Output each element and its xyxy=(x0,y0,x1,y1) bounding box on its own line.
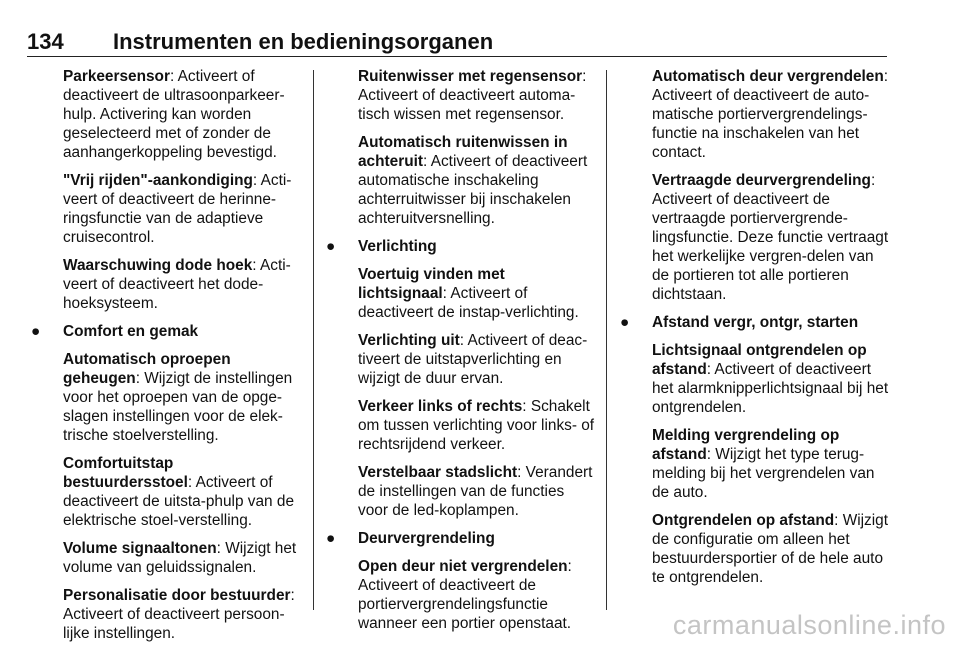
setting-entry xyxy=(322,67,598,124)
setting-entry xyxy=(322,133,598,228)
section-heading xyxy=(27,322,305,341)
setting-description: : Activeert of deactiveert de vertraagde portiervergrende-lingsfunctie. Deze functie vertraagt het werkelijke vergren-delen van de portieren tot alle portieren dichtstaan. xyxy=(652,172,889,303)
setting-term: Ontgrendelen op afstand xyxy=(652,512,835,529)
text-column-1 xyxy=(27,67,305,652)
setting-term: Automatisch oproepen geheugen xyxy=(63,351,231,387)
section-title: Afstand vergr, ontgr, starten xyxy=(652,314,859,331)
column-divider xyxy=(313,70,314,610)
setting-description: : Wijzigt de configuratie om alleen het bestuurdersportier of de hele auto te ontgrendelen. xyxy=(652,512,889,586)
setting-description: : Activeert of deactiveert de ultrasoonparkeer-hulp. Activering kan worden geselecteerd met of zonder de aanhangerkoppeling bevestigd. xyxy=(63,68,285,161)
setting-description: : Activeert of deactiveert persoon-lijke instellingen. xyxy=(63,587,295,642)
bullet-icon: ● xyxy=(620,314,630,331)
setting-description: : Acti-veert of deactiveert het dode-hoeksysteem. xyxy=(63,257,291,312)
setting-description: : Wijzigt het type terug-melding bij het vergrendelen van de auto. xyxy=(652,446,875,501)
setting-description: : Acti-veert of deactiveert de herinne-ringsfunctie van de adaptieve cruisecontrol. xyxy=(63,172,292,246)
setting-entry xyxy=(616,426,892,502)
setting-term: Vertraagde deurvergrendeling xyxy=(652,172,871,189)
setting-description: : Activeert of deactiveert automatische inschakeling achterruitwisser bij inschakelen achteruitversnelling. xyxy=(358,153,588,227)
setting-description: : Activeert of deactiveert het alarmknipperlichtsignaal bij het ontgrendelen. xyxy=(652,361,889,416)
bullet-icon: ● xyxy=(326,238,336,255)
setting-description: : Activeert of deac-tiveert de uitstapverlichting en wijzigt de duur ervan. xyxy=(358,332,588,387)
page-title: Instrumenten en bedieningsorganen xyxy=(113,29,494,54)
setting-entry xyxy=(322,557,598,633)
section-title: Comfort en gemak xyxy=(63,323,199,340)
setting-term: Personalisatie door bestuurder xyxy=(63,587,291,604)
setting-description: : Activeert of deactiveert automa-tisch wissen met regensensor. xyxy=(358,68,587,123)
setting-term: Melding vergrendeling op afstand xyxy=(652,427,840,463)
setting-term: Automatisch ruitenwissen in achteruit xyxy=(358,134,568,170)
section-heading xyxy=(616,313,892,332)
bullet-icon: ● xyxy=(31,323,41,340)
setting-term: Ruitenwisser met regensensor xyxy=(358,68,583,85)
setting-term: Parkeersensor xyxy=(63,68,170,85)
setting-term: "Vrij rijden"-aankondiging xyxy=(63,172,253,189)
setting-entry xyxy=(616,511,892,587)
setting-entry xyxy=(322,331,598,388)
setting-entry xyxy=(322,265,598,322)
section-heading xyxy=(322,237,598,256)
header-rule xyxy=(27,56,887,57)
setting-entry xyxy=(322,397,598,454)
setting-entry xyxy=(27,256,305,313)
setting-entry xyxy=(322,463,598,520)
setting-entry xyxy=(27,539,305,577)
setting-description: : Wijzigt het volume van geluidssignalen. xyxy=(63,540,297,576)
setting-term: Waarschuwing dode hoek xyxy=(63,257,253,274)
setting-description: : Wijzigt de instellingen voor het oproepen van de opge-slagen instellingen voor de elek-trische stoelverstelling. xyxy=(63,370,293,444)
setting-entry xyxy=(616,67,892,162)
page-number: 134 xyxy=(27,29,64,54)
setting-description: : Verandert de instellingen van de functies voor de led-koplampen. xyxy=(358,464,593,519)
section-title: Verlichting xyxy=(358,238,437,255)
setting-description: : Activeert of deactiveert de instap-verlichting. xyxy=(358,285,579,321)
setting-term: Comfortuitstap bestuurdersstoel xyxy=(63,455,188,491)
setting-entry xyxy=(616,341,892,417)
setting-term: Lichtsignaal ontgrendelen op afstand xyxy=(652,342,867,378)
setting-term: Verstelbaar stadslicht xyxy=(358,464,518,481)
watermark: carmanualsonline.info xyxy=(672,610,946,640)
setting-term: Open deur niet vergrendelen xyxy=(358,558,568,575)
page-header xyxy=(27,30,887,54)
setting-description: : Schakelt om tussen verlichting voor links- of rechtsrijdend verkeer. xyxy=(358,398,595,453)
bullet-icon: ● xyxy=(326,530,336,547)
setting-term: Volume signaaltonen xyxy=(63,540,217,557)
setting-term: Verlichting uit xyxy=(358,332,460,349)
setting-term: Voertuig vinden met lichtsignaal xyxy=(358,266,505,302)
setting-entry xyxy=(27,171,305,247)
setting-term: Automatisch deur vergrendelen xyxy=(652,68,884,85)
text-column-3 xyxy=(616,67,892,596)
column-divider xyxy=(606,70,607,610)
setting-entry xyxy=(27,454,305,530)
section-heading xyxy=(322,529,598,548)
setting-entry xyxy=(616,171,892,304)
setting-description: : Activeert of deactiveert de uitsta-phulp van de elektrische stoel-verstelling. xyxy=(63,474,295,529)
setting-description: : Activeert of deactiveert de portiervergrendelingsfunctie wanneer een portier openstaat. xyxy=(358,558,572,632)
setting-entry xyxy=(27,350,305,445)
setting-entry xyxy=(27,67,305,162)
section-title: Deurvergrendeling xyxy=(358,530,495,547)
setting-description: : Activeert of deactiveert de auto-matische portiervergrendelings-functie na inschakelen van het contact. xyxy=(652,68,889,161)
setting-term: Verkeer links of rechts xyxy=(358,398,523,415)
setting-entry xyxy=(27,586,305,643)
text-column-2 xyxy=(322,67,598,642)
